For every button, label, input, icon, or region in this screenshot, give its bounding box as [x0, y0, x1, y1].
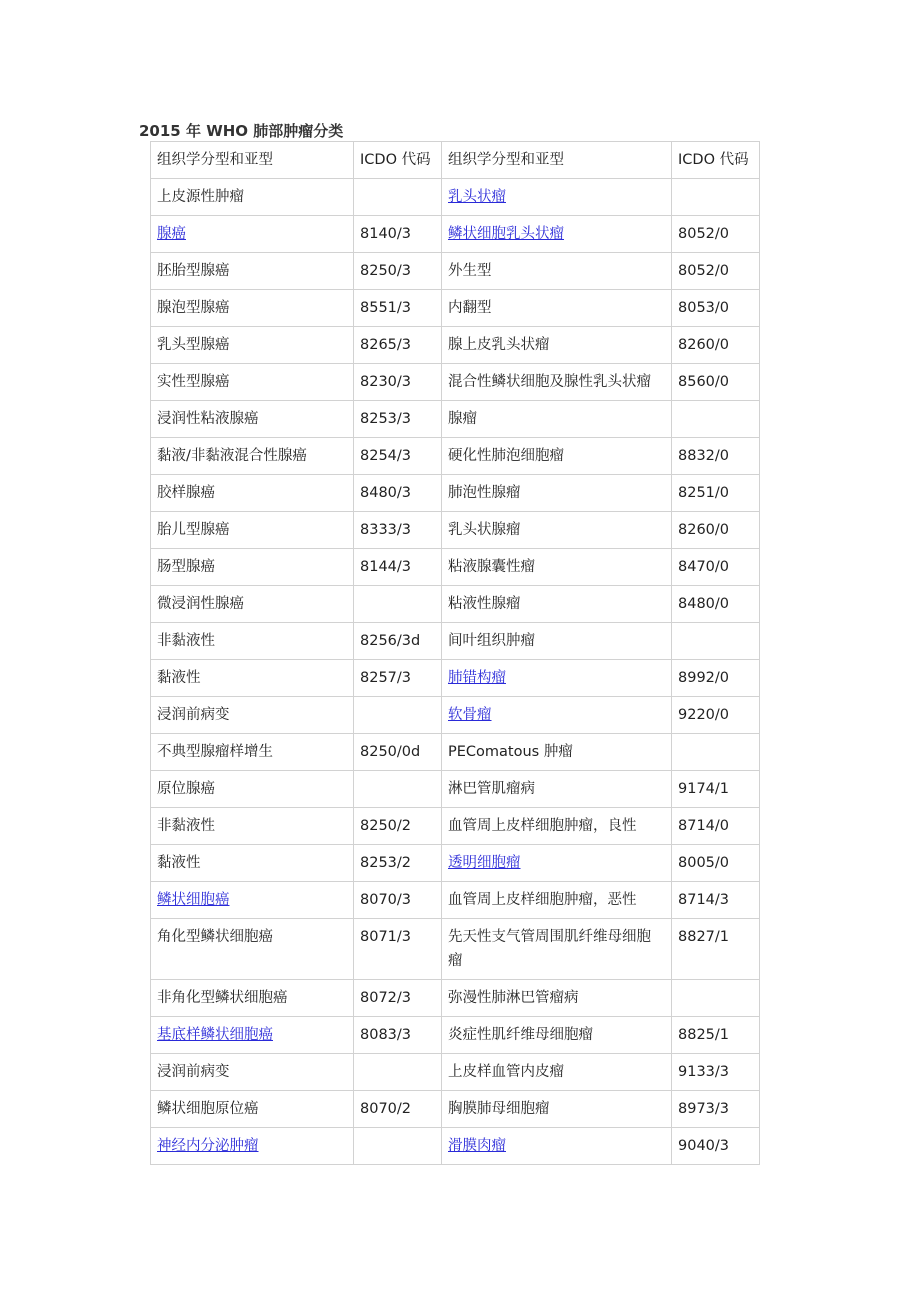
histology-label: 上皮源性肿瘤: [157, 189, 244, 205]
icdo-code-cell: 8072/3: [354, 980, 442, 1017]
icdo-code-cell: 8832/0: [672, 438, 760, 475]
histology-cell: [151, 438, 354, 475]
icdo-code-cell: [354, 697, 442, 734]
histology-label: 血管周上皮样细胞肿瘤，良性: [448, 818, 637, 834]
document-title: 2015 年 WHO 肺部肿瘤分类: [139, 122, 344, 140]
histology-label: 上皮样血管内皮瘤: [448, 1064, 564, 1080]
histology-cell: [442, 1017, 672, 1054]
histology-label: 黏液性: [157, 855, 201, 871]
histology-cell: [442, 475, 672, 512]
icdo-code-cell: 8140/3: [354, 216, 442, 253]
histology-cell: [151, 697, 354, 734]
histology-cell: [442, 697, 672, 734]
histology-cell: [151, 1128, 354, 1165]
icdo-code-cell: 9133/3: [672, 1054, 760, 1091]
icdo-code-cell: [672, 401, 760, 438]
histology-cell: [151, 401, 354, 438]
icdo-code-cell: 8052/0: [672, 216, 760, 253]
header-histology: 组织学分型和亚型: [151, 142, 354, 179]
histology-label: 黏液/非黏液混合性腺癌: [157, 448, 307, 464]
icdo-code-cell: 8052/0: [672, 253, 760, 290]
table-row: [151, 401, 760, 438]
histology-cell: [151, 734, 354, 771]
table-row: [151, 1054, 760, 1091]
histology-cell: [442, 216, 672, 253]
histology-label: 非角化型鳞状细胞癌: [157, 990, 288, 1006]
table-row: [151, 808, 760, 845]
header-histology: 组织学分型和亚型: [442, 142, 672, 179]
histology-link[interactable]: 腺癌: [157, 226, 186, 242]
icdo-code-cell: 9220/0: [672, 697, 760, 734]
icdo-code-cell: 8480/0: [672, 586, 760, 623]
histology-label: 腺上皮乳头状瘤: [448, 337, 550, 353]
histology-label: 肺泡性腺瘤: [448, 485, 521, 501]
histology-label: PEComatous 肿瘤: [448, 744, 573, 760]
histology-label: 不典型腺瘤样增生: [157, 744, 273, 760]
histology-label: 原位腺癌: [157, 781, 215, 797]
histology-link[interactable]: 肺错构瘤: [448, 670, 506, 686]
histology-label: 浸润前病变: [157, 1064, 230, 1080]
histology-cell: [151, 660, 354, 697]
icdo-code-cell: 8256/3d: [354, 623, 442, 660]
histology-label: 胎儿型腺癌: [157, 522, 230, 538]
histology-label: 胚胎型腺癌: [157, 263, 230, 279]
icdo-code-cell: 8560/0: [672, 364, 760, 401]
icdo-code-cell: 8250/3: [354, 253, 442, 290]
table-row: [151, 623, 760, 660]
histology-cell: [151, 179, 354, 216]
icdo-code-cell: 8250/2: [354, 808, 442, 845]
table-row: [151, 882, 760, 919]
histology-label: 浸润前病变: [157, 707, 230, 723]
table-row: [151, 290, 760, 327]
table-row: [151, 438, 760, 475]
histology-cell: [442, 179, 672, 216]
histology-link[interactable]: 鳞状细胞乳头状瘤: [448, 226, 564, 242]
histology-cell: [151, 980, 354, 1017]
histology-cell: [442, 845, 672, 882]
icdo-code-cell: 8070/3: [354, 882, 442, 919]
histology-cell: [442, 253, 672, 290]
table-row: [151, 253, 760, 290]
icdo-code-cell: [672, 179, 760, 216]
table-row: [151, 919, 760, 980]
table-row: [151, 660, 760, 697]
histology-cell: [442, 771, 672, 808]
histology-label: 非黏液性: [157, 633, 215, 649]
histology-label: 乳头状腺瘤: [448, 522, 521, 538]
histology-cell: [442, 586, 672, 623]
icdo-code-cell: 8827/1: [672, 919, 760, 980]
icdo-code-cell: 8070/2: [354, 1091, 442, 1128]
histology-cell: [151, 771, 354, 808]
histology-label: 微浸润性腺癌: [157, 596, 244, 612]
histology-label: 间叶组织肿瘤: [448, 633, 535, 649]
histology-cell: [151, 1017, 354, 1054]
icdo-code-cell: 8071/3: [354, 919, 442, 980]
icdo-code-cell: 8714/3: [672, 882, 760, 919]
histology-cell: [151, 549, 354, 586]
table-row: [151, 216, 760, 253]
histology-cell: [442, 401, 672, 438]
histology-label: 弥漫性肺淋巴管瘤病: [448, 990, 579, 1006]
histology-label: 粘液腺囊性瘤: [448, 559, 535, 575]
icdo-code-cell: 8551/3: [354, 290, 442, 327]
histology-label: 角化型鳞状细胞癌: [157, 929, 273, 945]
icdo-code-cell: 8254/3: [354, 438, 442, 475]
histology-cell: [442, 1128, 672, 1165]
histology-cell: [442, 1054, 672, 1091]
histology-link[interactable]: 神经内分泌肿瘤: [157, 1138, 259, 1154]
histology-link[interactable]: 鳞状细胞癌: [157, 892, 230, 908]
histology-label: 实性型腺癌: [157, 374, 230, 390]
icdo-code-cell: [354, 771, 442, 808]
table-row: [151, 771, 760, 808]
histology-cell: [151, 512, 354, 549]
icdo-code-cell: [354, 179, 442, 216]
table-row: [151, 327, 760, 364]
icdo-code-cell: 8825/1: [672, 1017, 760, 1054]
table-row: [151, 549, 760, 586]
histology-label: 黏液性: [157, 670, 201, 686]
histology-cell: [442, 438, 672, 475]
histology-cell: [151, 253, 354, 290]
table-row: [151, 512, 760, 549]
histology-cell: [442, 364, 672, 401]
table-row: [151, 1128, 760, 1165]
table-row: [151, 364, 760, 401]
icdo-code-cell: [672, 623, 760, 660]
header-icdo: ICDO 代码: [672, 142, 760, 179]
table-row: [151, 586, 760, 623]
icdo-code-cell: [354, 1054, 442, 1091]
icdo-code-cell: 8480/3: [354, 475, 442, 512]
who-lung-tumor-table: [150, 141, 760, 1165]
histology-cell: [151, 1054, 354, 1091]
icdo-code-cell: [354, 1128, 442, 1165]
histology-cell: [442, 808, 672, 845]
histology-cell: [151, 882, 354, 919]
table-row: [151, 475, 760, 512]
histology-label: 混合性鳞状细胞及腺性乳头状瘤: [448, 374, 651, 390]
histology-link[interactable]: 软骨瘤: [448, 707, 492, 723]
icdo-code-cell: [672, 980, 760, 1017]
header-icdo: ICDO 代码: [354, 142, 442, 179]
histology-cell: [151, 808, 354, 845]
icdo-code-cell: 8253/2: [354, 845, 442, 882]
histology-link[interactable]: 乳头状瘤: [448, 189, 506, 205]
histology-cell: [442, 623, 672, 660]
histology-label: 硬化性肺泡细胞瘤: [448, 448, 564, 464]
icdo-code-cell: 8265/3: [354, 327, 442, 364]
histology-label: 乳头型腺癌: [157, 337, 230, 353]
histology-cell: [442, 919, 672, 980]
icdo-code-cell: 8251/0: [672, 475, 760, 512]
icdo-code-cell: 9174/1: [672, 771, 760, 808]
histology-cell: [151, 1091, 354, 1128]
icdo-code-cell: 8260/0: [672, 512, 760, 549]
histology-cell: [442, 660, 672, 697]
histology-cell: [151, 327, 354, 364]
icdo-code-cell: 8260/0: [672, 327, 760, 364]
histology-link[interactable]: 透明细胞瘤: [448, 855, 521, 871]
icdo-code-cell: 8053/0: [672, 290, 760, 327]
histology-link[interactable]: 基底样鳞状细胞癌: [157, 1027, 273, 1043]
histology-cell: [442, 1091, 672, 1128]
icdo-code-cell: 9040/3: [672, 1128, 760, 1165]
histology-label: 胸膜肺母细胞瘤: [448, 1101, 550, 1117]
histology-cell: [442, 882, 672, 919]
table-row: [151, 179, 760, 216]
icdo-code-cell: 8083/3: [354, 1017, 442, 1054]
table-row: [151, 1091, 760, 1128]
icdo-code-cell: 8144/3: [354, 549, 442, 586]
histology-label: 浸润性粘液腺癌: [157, 411, 259, 427]
table-row: [151, 697, 760, 734]
table-row: [151, 1017, 760, 1054]
icdo-code-cell: 8973/3: [672, 1091, 760, 1128]
icdo-code-cell: 8005/0: [672, 845, 760, 882]
histology-label: 腺瘤: [448, 411, 477, 427]
icdo-code-cell: 8333/3: [354, 512, 442, 549]
histology-label: 外生型: [448, 263, 492, 279]
histology-label: 鳞状细胞原位癌: [157, 1101, 259, 1117]
table-row: [151, 980, 760, 1017]
histology-label: 淋巴管肌瘤病: [448, 781, 535, 797]
histology-label: 非黏液性: [157, 818, 215, 834]
histology-label: 炎症性肌纤维母细胞瘤: [448, 1027, 593, 1043]
icdo-code-cell: 8230/3: [354, 364, 442, 401]
icdo-code-cell: 8250/0d: [354, 734, 442, 771]
histology-cell: [151, 290, 354, 327]
histology-label: 肠型腺癌: [157, 559, 215, 575]
histology-cell: [151, 586, 354, 623]
histology-label: 血管周上皮样细胞肿瘤，恶性: [448, 892, 637, 908]
icdo-code-cell: 8714/0: [672, 808, 760, 845]
table-row: [151, 845, 760, 882]
histology-cell: [151, 919, 354, 980]
histology-link[interactable]: 滑膜肉瘤: [448, 1138, 506, 1154]
histology-cell: [151, 364, 354, 401]
histology-label: 胶样腺癌: [157, 485, 215, 501]
histology-cell: [442, 512, 672, 549]
histology-cell: [442, 980, 672, 1017]
icdo-code-cell: [672, 734, 760, 771]
histology-label: 先天性支气管周围肌纤维母细胞瘤: [448, 929, 651, 969]
histology-label: 内翻型: [448, 300, 492, 316]
histology-cell: [442, 734, 672, 771]
icdo-code-cell: 8992/0: [672, 660, 760, 697]
table-header-row: [151, 142, 760, 179]
histology-cell: [151, 623, 354, 660]
icdo-code-cell: 8257/3: [354, 660, 442, 697]
histology-cell: [442, 549, 672, 586]
histology-cell: [151, 216, 354, 253]
icdo-code-cell: 8253/3: [354, 401, 442, 438]
icdo-code-cell: 8470/0: [672, 549, 760, 586]
histology-cell: [442, 327, 672, 364]
icdo-code-cell: [354, 586, 442, 623]
histology-label: 腺泡型腺癌: [157, 300, 230, 316]
histology-cell: [151, 845, 354, 882]
histology-label: 粘液性腺瘤: [448, 596, 521, 612]
histology-cell: [442, 290, 672, 327]
histology-cell: [151, 475, 354, 512]
table-row: [151, 734, 760, 771]
